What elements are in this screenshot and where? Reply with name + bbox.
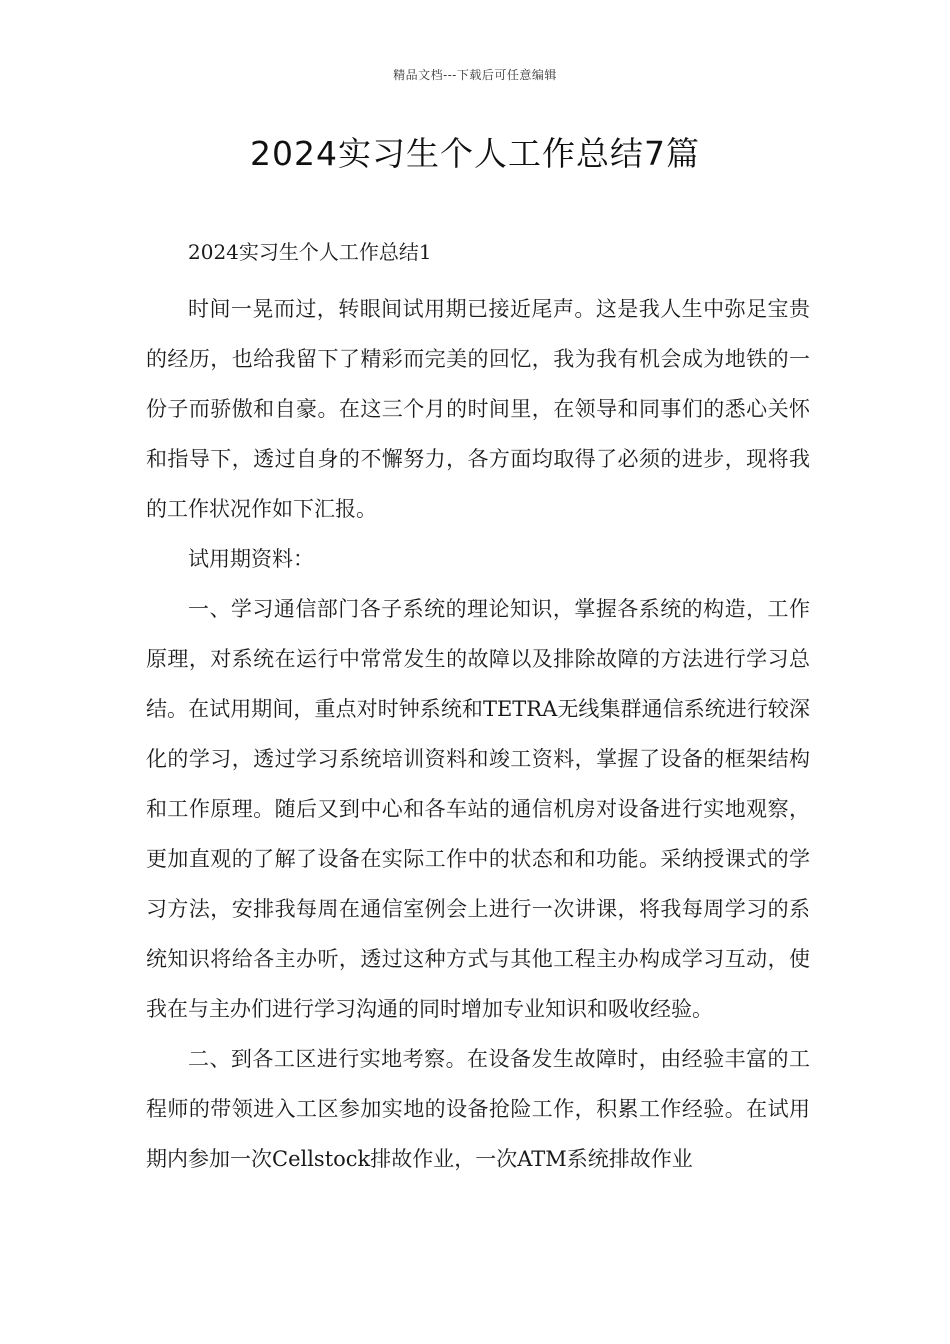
paragraph-item-two: 二、到各工区进行实地考察。在设备发生故障时，由经验丰富的工程师的带领进入工区参加实地的设备抢险工作，积累工作经验。在试用期内参加一次Cellstock排故作业，一次ATM系统排故作业 bbox=[146, 1047, 810, 1171]
section-heading: 2024实习生个人工作总结1 bbox=[188, 240, 432, 264]
document-title: 2024实习生个人工作总结7篇 bbox=[250, 134, 700, 173]
header-note: 精品文档---下载后可任意编辑 bbox=[393, 68, 557, 82]
paragraph-item-one: 一、学习通信部门各子系统的理论知识，掌握各系统的构造，工作原理，对系统在运行中常常发生的故障以及排除故障的方法进行学习总结。在试用期间，重点对时钟系统和TETRA无线集群通信系统进行较深化的学习，透过学习系统培训资料和竣工资料，掌握了设备的框架结构和工作原理。随后又到中心和各车站的通信机房对设备进行实地观察，更加直观的了解了设备在实际工作中的状态和和功能。采纳授课式的学习方法，安排我每周在通信室例会上进行一次讲课，将我每周学习的系统知识将给各主办听，透过这种方式与其他工程主办构成学习互动，使我在与主办们进行学习沟通的同时增加专业知识和吸收经验。 bbox=[146, 597, 810, 1021]
document-body bbox=[146, 234, 810, 1184]
paragraph-probation-heading: 试用期资料： bbox=[188, 547, 314, 571]
paragraph-intro: 时间一晃而过，转眼间试用期已接近尾声。这是我人生中弥足宝贵的经历，也给我留下了精彩而完美的回忆，我为我有机会成为地铁的一份子而骄傲和自豪。在这三个月的时间里，在领导和同事们的悉心关怀和指导下，透过自身的不懈努力，各方面均取得了必须的进步，现将我的工作状况作如下汇报。 bbox=[146, 297, 810, 521]
